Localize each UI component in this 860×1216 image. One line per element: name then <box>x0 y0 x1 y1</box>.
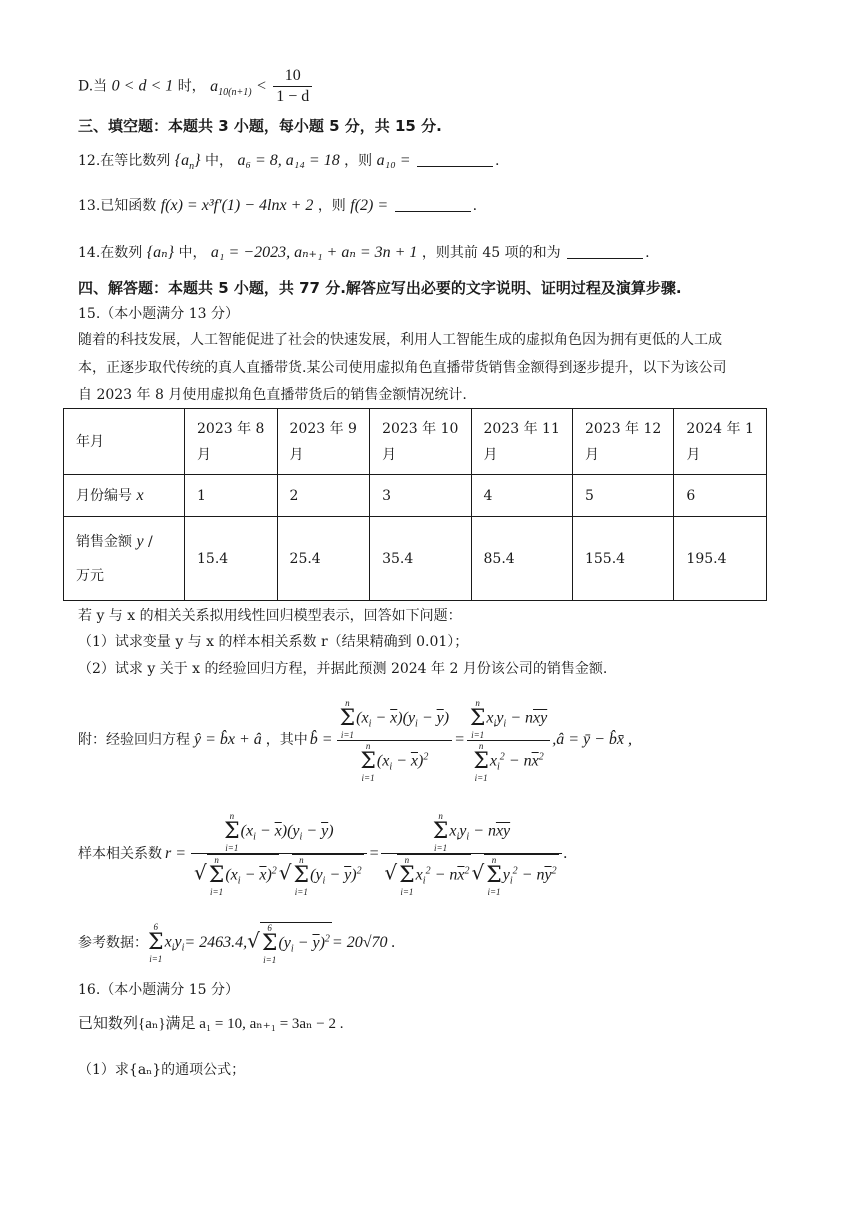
r-fraction-2: n Σ $i=1x_iy_i - n\overline{xy}$ √n Σ $i=1x_i^2 - n\overline{x}^2$ √n Σ $i=1y_i^2 - n\overline{y}^2$ <box>381 811 561 897</box>
table-row <box>64 517 767 601</box>
q13-function: f(x) = x³f′(1) − 4lnx + 2 <box>160 197 314 214</box>
q15-para-line-2: 本，正逐步取代传统的真人直播带货.某公司使用虚拟角色直播带货销售金额得到逐步提升，以下为该公司 <box>78 360 727 376</box>
option-d-numerator: 10 <box>284 67 301 84</box>
table-cell-sales: 15.4 <box>185 517 278 601</box>
sales-table <box>63 408 767 601</box>
question-12 <box>78 151 499 177</box>
q14-sequence: {aₙ} <box>146 244 174 261</box>
table-cell-month: 2023 年 12 月 <box>572 409 673 475</box>
reference-value-1: = 2463.4, <box>184 934 248 951</box>
q13-ask: ，则 <box>317 198 346 214</box>
table-header-month: 年月 <box>64 409 185 475</box>
q15-part-2: （2）试求 y 关于 x 的经验回归方程，并据此预测 2024 年 2 月份该公司的销售金额. <box>78 661 608 677</box>
table-cell-code: 4 <box>471 475 572 517</box>
table-row <box>64 475 767 517</box>
option-d <box>78 66 314 107</box>
table-cell-month: 2023 年 11 月 <box>471 409 572 475</box>
q13-prefix: 13.已知函数 <box>78 198 157 214</box>
q12-mid: 中， <box>204 153 233 169</box>
table-cell-month: 2023 年 8 月 <box>185 409 278 475</box>
table-row <box>64 409 767 475</box>
q14-prefix: 14.在数列 <box>78 245 143 261</box>
table-cell-sales: 35.4 <box>370 517 471 601</box>
q15-para-line-1: 随着的科技发展，人工智能促进了社会的快速发展，利用人工智能生成的虚拟角色因为拥有更低的人工成 <box>78 332 722 348</box>
q12-answer-blank[interactable] <box>417 152 493 167</box>
q15-after-table: 若 y 与 x 的相关关系拟用线性回归模型表示，回答如下问题： <box>78 608 462 624</box>
r-label: 样本相关系数 <box>78 846 162 862</box>
q15-part-1: （1）试求变量 y 与 x 的样本相关系数 r（结果精确到 0.01）； <box>78 634 469 650</box>
q16-part-1: （1）求{aₙ}的通项公式； <box>78 1062 246 1078</box>
question-13 <box>78 196 477 216</box>
table-cell-code: 5 <box>572 475 673 517</box>
q15-header: 15.（本小题满分 13 分） <box>78 306 239 322</box>
reference-sum-xy: 6 Σ $i=1x_iy_i$ <box>148 922 185 964</box>
option-d-when: 时， <box>177 78 206 95</box>
q12-prefix: 12.在等比数列 <box>78 153 171 169</box>
table-cell-sales: 25.4 <box>277 517 370 601</box>
option-d-label: D.当 <box>78 78 108 95</box>
reference-data <box>78 918 395 968</box>
table-cell-sales: 85.4 <box>471 517 572 601</box>
q14-end: . <box>645 245 650 261</box>
table-cell-month: 2023 年 10 月 <box>370 409 471 475</box>
q15-para-line-3: 自 2023 年 8 月使用虚拟角色直播带货后的销售金额情况统计. <box>78 387 467 403</box>
option-d-denominator: 1 − d <box>273 86 312 107</box>
b-hat-fraction-1: n Σ $i=1(x_i - \overline{x})(y_i - \overline{y})$ n Σ $i=1(x_i - \overline{x})^2$ <box>337 698 452 783</box>
table-cell-code: 6 <box>674 475 767 517</box>
q12-end: . <box>495 153 500 169</box>
q14-answer-blank[interactable] <box>567 244 643 259</box>
question-14 <box>78 243 650 263</box>
q12-ask: ，则 <box>344 153 373 169</box>
q13-target: f(2) = <box>350 197 389 214</box>
reference-sqrt-sum: √6 Σ $i=1(y_i - \overline{y})^2$ <box>247 922 330 965</box>
table-cell-code: 1 <box>185 475 278 517</box>
b-hat-label: b̂ = <box>309 731 333 748</box>
q14-condition: a₁ = −2023, aₙ₊₁ + aₙ = 3n + 1 <box>210 244 418 261</box>
r-fraction-1: n Σ $i=1(x_i - \overline{x})(y_i - \overline{y})$ √n Σ $i=1(x_i - \overline{x})^2$ √n Σ $i=1(y_i - \overline{y})^2$ <box>191 811 367 897</box>
option-d-lhs: $a_{10(n+1)}$ <box>210 77 252 98</box>
q16-header: 16.（本小题满分 15 分） <box>78 982 239 998</box>
table-header-sales: 销售金额 y / 万元 <box>64 517 185 601</box>
q12-condition: a₆ = 8, a₁₄ = 18 <box>237 152 340 169</box>
r-equation-label: r = <box>165 845 187 862</box>
regression-formula: 附：经验回归方程 ŷ = b̂x + â ，其中 b̂ = n Σ $i=1(x_i - \overline{x})(y_i - \overline{y})$ n Σ $i=1(x_i - \overline{x})^2$ = n Σ $i=1x_iy_i - n\overline{xy}$ n Σ $i=1x_i^2 - n\overline{x}^2$ ,â = ȳ − b̂x̄ , <box>78 697 632 783</box>
section-3-title: 三、填空题：本题共 3 小题，每小题 5 分，共 15 分. <box>78 117 442 135</box>
section-4-title: 四、解答题：本题共 5 小题，共 77 分.解答应写出必要的文字说明、证明过程及演算步骤. <box>78 279 682 297</box>
option-d-lt: < <box>256 77 267 95</box>
table-cell-sales: 155.4 <box>572 517 673 601</box>
table-cell-month: 2024 年 1 月 <box>674 409 767 475</box>
q13-answer-blank[interactable] <box>395 197 471 212</box>
reference-label: 参考数据： <box>78 935 148 951</box>
option-d-fraction <box>273 66 312 107</box>
table-cell-month: 2023 年 9 月 <box>277 409 370 475</box>
regression-equation: ŷ = b̂x + â <box>194 731 262 748</box>
q13-end: . <box>472 198 478 214</box>
b-hat-fraction-2: n Σ $i=1x_iy_i - n\overline{xy}$ n Σ $i=1x_i^2 - n\overline{x}^2$ <box>467 698 550 783</box>
table-cell-code: 2 <box>277 475 370 517</box>
q16-given: 已知数列{aₙ}满足 a₁ = 10, aₙ₊₁ = 3aₙ − 2 . <box>78 1016 344 1032</box>
q12-target: a₁₀ = <box>376 152 411 169</box>
appendix-label: 附：经验回归方程 <box>78 732 190 748</box>
a-hat-equation: ,â = ȳ − b̂x̄ , <box>552 731 632 748</box>
reference-value-2: = 20√70 . <box>331 934 396 951</box>
table-cell-sales: 195.4 <box>674 517 767 601</box>
table-header-code: 月份编号 x <box>64 475 185 517</box>
q14-mid: 中， <box>178 245 207 261</box>
q14-ask: ，则其前 45 项的和为 <box>421 245 561 261</box>
q12-sequence: $\{a_n\}$ <box>174 152 201 172</box>
correlation-formula: 样本相关系数 r = n Σ $i=1(x_i - \overline{x})(y_i - \overline{y})$ √n Σ $i=1(x_i - \overline{x})^2$ √n Σ $i=1(y_i - \overline{y})^2$ = n Σ $i=1x_iy_i - n\overline{xy}$ √n Σ $i=1x_i^2 - n\overline{x}^2$ √n Σ $i=1y_i^2 - n\overline{y}^2$ . <box>78 811 568 897</box>
where-text: ，其中 <box>265 732 308 748</box>
table-cell-code: 3 <box>370 475 471 517</box>
option-d-condition: 0 < d < 1 <box>111 77 174 95</box>
